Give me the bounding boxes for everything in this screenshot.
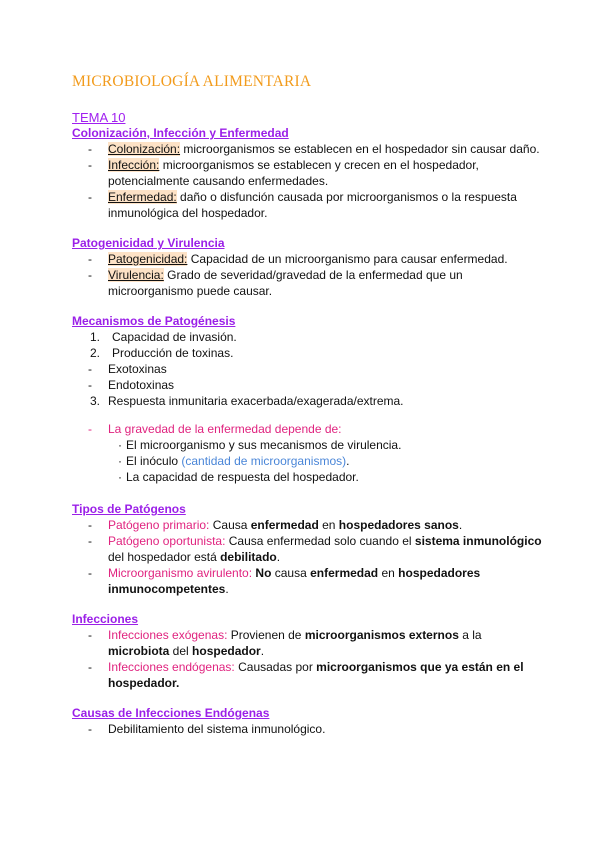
list-item <box>72 361 542 377</box>
sub-item: · El inóculo (cantidad de microorganismos). <box>118 454 350 468</box>
list-marker: 2. <box>90 346 101 360</box>
section-heading-infecciones: Infecciones <box>72 612 139 626</box>
list-item: - Patógeno oportunista: Causa enfermedad solo cuando el sistema inmunológico del hospedador está debilitado. <box>88 534 542 564</box>
list-text: Respuesta inmunitaria exacerbada/exagerada/extrema. <box>108 394 404 408</box>
list-text: Exotoxinas <box>108 362 167 376</box>
list-marker: 3. <box>90 394 101 408</box>
section-heading-tipos: Tipos de Patógenos <box>72 502 186 516</box>
term: Patógeno oportunista: <box>108 534 226 548</box>
sub-text: . <box>346 454 350 468</box>
definition: daño o disfunción causada por microorganismos o la respuesta inmunológica del hospedador. <box>108 190 517 220</box>
definition: Capacidad de un microorganismo para causar enfermedad. <box>187 252 508 266</box>
list-marker: - <box>88 378 92 392</box>
term: Microorganismo avirulento: <box>108 566 253 580</box>
tipos-list <box>72 517 542 597</box>
list-item <box>72 345 542 361</box>
list-item: - Patogenicidad: Capacidad de un microorganismo para causar enfermedad. <box>88 252 508 266</box>
term: Virulencia: <box>108 268 164 282</box>
term: Infección: <box>108 158 160 172</box>
term: Patogenicidad: <box>108 252 188 266</box>
sub-text: El inóculo <box>126 454 182 468</box>
section-heading-mecanismos: Mecanismos de Patogénesis <box>72 314 236 328</box>
list-item: - Colonización: microorganismos se establecen en el hospedador sin causar daño. <box>88 142 540 156</box>
colonizacion-list <box>72 141 542 221</box>
list-item: - Patógeno primario: Causa enfermedad en hospedadores sanos. <box>88 518 463 532</box>
list-item: - Debilitamiento del sistema inmunológico. <box>88 722 326 736</box>
list-text: Capacidad de invasión. <box>112 330 237 344</box>
infecciones-list <box>72 627 542 691</box>
list-item <box>72 329 542 345</box>
sub-text: El microorganismo y sus mecanismos de virulencia. <box>126 438 402 452</box>
list-item <box>72 393 542 409</box>
definition: Grado de severidad/gravedad de la enfermedad que un microorganismo puede causar. <box>108 268 463 298</box>
gravedad-text: La gravedad de la enfermedad depende de: <box>108 422 342 436</box>
list-item: - Infecciones exógenas: Provienen de microorganismos externos a la microbiota del hospedador. <box>88 628 482 658</box>
list-text: Producción de toxinas. <box>112 346 234 360</box>
list-item <box>72 377 542 393</box>
term: Patógeno primario: <box>108 518 210 532</box>
list-item: - Infecciones endógenas: Causadas por microorganismos que ya están en el hospedador. <box>88 660 524 690</box>
term: Colonización: <box>108 142 181 156</box>
list-marker: 1. <box>90 330 101 344</box>
list-marker: - <box>88 362 92 376</box>
term: Infecciones endógenas: <box>108 660 235 674</box>
mecanismos-list <box>72 329 542 409</box>
list-text: Endotoxinas <box>108 378 175 392</box>
list-item: - Virulencia: Grado de severidad/gravedad de la enfermedad que un microorganismo puede causar. <box>88 268 463 298</box>
list-text: Debilitamiento del sistema inmunológico. <box>108 722 326 736</box>
definition: microorganismos se establecen y crecen en el hospedador, potencialmente causando enfermedades. <box>108 158 479 188</box>
sub-item: · La capacidad de respuesta del hospedador. <box>118 470 359 484</box>
list-item: - Enfermedad: daño o disfunción causada por microorganismos o la respuesta inmunológica del hospedador. <box>88 190 517 220</box>
sub-text: La capacidad de respuesta del hospedador. <box>126 470 359 484</box>
sub-text-blue: (cantidad de microorganismos) <box>181 454 347 468</box>
list-item: - Microorganismo avirulento: No causa enfermedad en hospedadores inmunocompetentes. <box>88 566 481 596</box>
term: Infecciones exógenas: <box>108 628 228 642</box>
gravedad-item: - La gravedad de la enfermedad depende de: <box>88 422 342 436</box>
section-heading-colonizacion: Colonización, Infección y Enfermedad <box>72 126 289 140</box>
document-page <box>72 72 542 737</box>
document-title: MICROBIOLOGÍA ALIMENTARIA <box>72 73 312 90</box>
patogenicidad-list <box>72 251 542 299</box>
section-heading-patogenicidad: Patogenicidad y Virulencia <box>72 236 225 250</box>
sub-item: · El microorganismo y sus mecanismos de virulencia. <box>118 438 402 452</box>
section-heading-causas: Causas de Infecciones Endógenas <box>72 706 270 720</box>
tema-label: TEMA 10 <box>72 110 126 125</box>
term: Enfermedad: <box>108 190 177 204</box>
causas-list <box>72 721 542 737</box>
list-item: - Infección: microorganismos se establecen y crecen en el hospedador, potencialmente causando enfermedades. <box>88 158 479 188</box>
definition: microorganismos se establecen en el hospedador sin causar daño. <box>180 142 540 156</box>
